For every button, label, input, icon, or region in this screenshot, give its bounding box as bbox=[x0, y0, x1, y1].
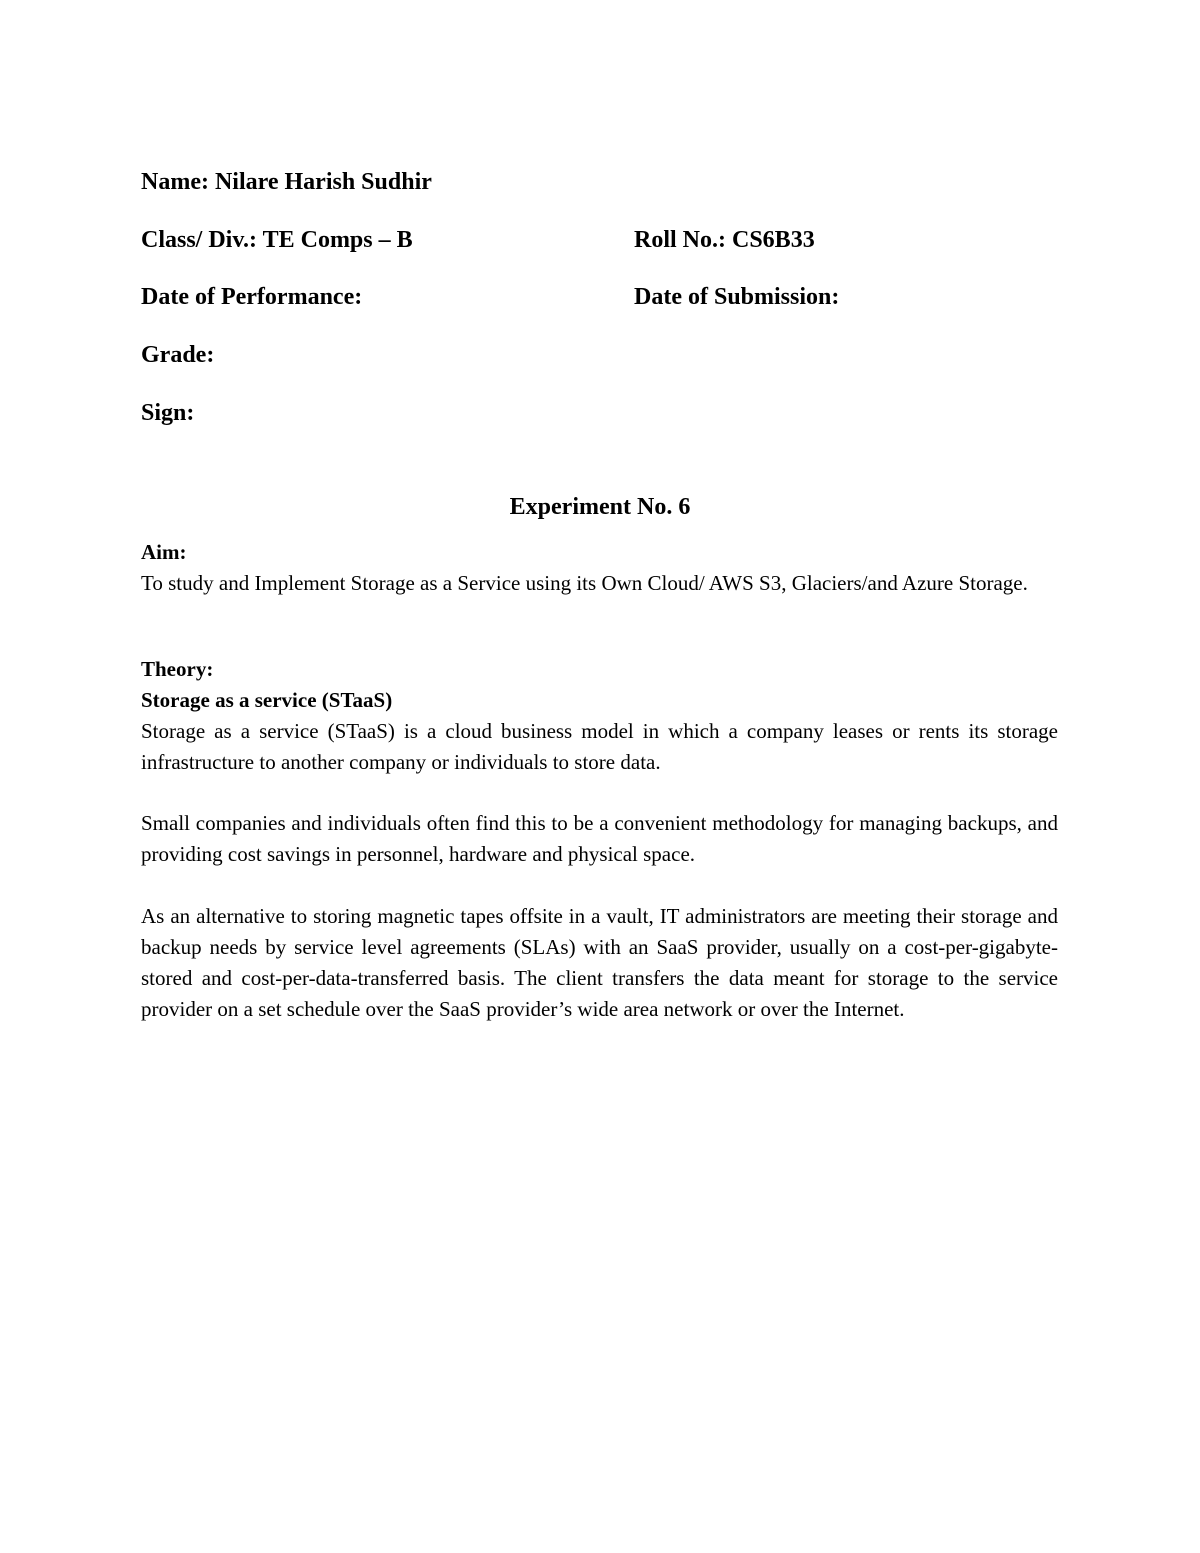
roll-line bbox=[634, 225, 815, 255]
theory-paragraph-2: Small companies and individuals often find this to be a convenient methodology for managing backups, and providing cost savings in personnel, hardware and physical space. bbox=[141, 811, 1058, 866]
staas-heading: Storage as a service (STaaS) bbox=[141, 688, 393, 712]
roll-label: Roll No.: bbox=[634, 227, 726, 253]
grade-label: Grade: bbox=[141, 342, 215, 368]
theory-paragraph-3: As an alternative to storing magnetic tapes offsite in a vault, IT administrators are meeting their storage and backup needs by service level agreements (SLAs) with an SaaS provider, usually on a cost-per-gigabyte-stored and cost-per-data-transferred basis. The client transfers the data meant for storage to the service provider on a set schedule over the SaaS provider’s wide area network or over the Internet. bbox=[141, 904, 1058, 1021]
date-of-performance-label: Date of Performance: bbox=[141, 284, 363, 310]
sign-label: Sign: bbox=[141, 400, 195, 426]
theory-paragraph-3-block bbox=[141, 901, 1058, 1025]
theory-paragraph-2-block bbox=[141, 808, 1058, 870]
theory-section bbox=[141, 654, 1058, 778]
aim-heading: Aim: bbox=[141, 540, 187, 564]
theory-heading: Theory: bbox=[141, 657, 214, 681]
theory-paragraph-1: Storage as a service (STaaS) is a cloud business model in which a company leases or rents its storage infrastructure to another company or individuals to store data. bbox=[141, 719, 1058, 774]
class-line bbox=[141, 225, 413, 255]
aim-text: To study and Implement Storage as a Service using its Own Cloud/ AWS S3, Glaciers/and Azure Storage. bbox=[141, 571, 1028, 595]
name-line bbox=[141, 167, 432, 197]
roll-value: CS6B33 bbox=[732, 227, 815, 253]
date-of-submission-label: Date of Submission: bbox=[634, 284, 840, 310]
class-value: TE Comps – B bbox=[262, 227, 413, 253]
class-label: Class/ Div.: bbox=[141, 227, 258, 253]
aim-section bbox=[141, 537, 1058, 599]
name-label: Name: bbox=[141, 169, 209, 195]
name-value: Nilare Harish Sudhir bbox=[214, 169, 432, 195]
experiment-title: Experiment No. 6 bbox=[509, 494, 691, 520]
